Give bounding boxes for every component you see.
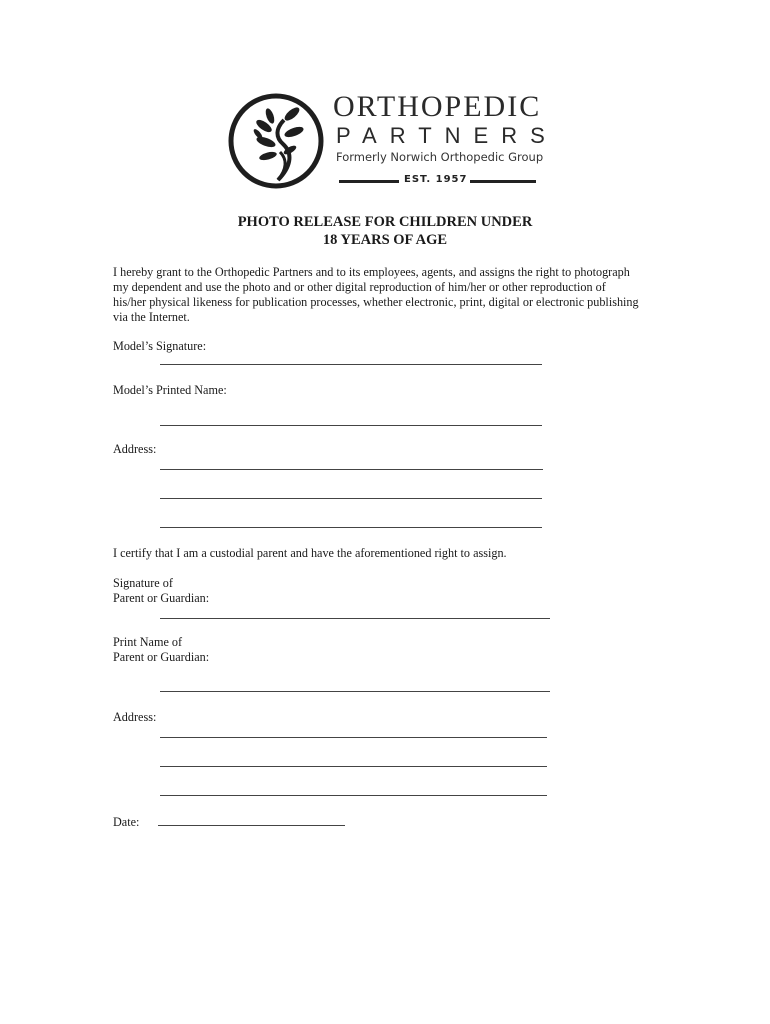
parent-address-label: Address:: [113, 710, 157, 724]
model-printed-name-label: Model’s Printed Name:: [113, 383, 227, 397]
model-printed-name-field[interactable]: [160, 425, 542, 426]
tree-emblem-icon: [228, 90, 324, 190]
date-label: Date:: [113, 815, 140, 829]
form-title-line2: 18 YEARS OF AGE: [322, 232, 448, 248]
address-label: Address:: [113, 442, 157, 456]
address-field-line1[interactable]: [160, 469, 543, 470]
date-field[interactable]: [158, 825, 345, 826]
logo-est-text: EST. 1957: [404, 174, 468, 185]
model-signature-label: Model’s Signature:: [113, 339, 207, 353]
logo-subtitle: PARTNERS: [336, 123, 558, 148]
logo-formerly-text: Formerly Norwich Orthopedic Group: [336, 150, 544, 164]
certify-statement: I certify that I am a custodial parent and have the aforementioned right to assign.: [113, 546, 507, 560]
address-field-line3[interactable]: [160, 527, 542, 528]
logo-name: ORTHOPEDIC: [333, 90, 542, 123]
parent-signature-field[interactable]: [160, 618, 550, 619]
parent-print-name-label-line1: Print Name of: [113, 635, 183, 649]
parent-address-field-line1[interactable]: [160, 737, 547, 738]
orthopedic-partners-logo: [228, 90, 558, 190]
logo-rule-right: [470, 180, 536, 183]
logo-established: [336, 174, 536, 188]
form-title-line1: PHOTO RELEASE FOR CHILDREN UNDER: [237, 214, 533, 230]
parent-print-name-label-line2: Parent or Guardian:: [113, 650, 210, 664]
parent-signature-label-line1: Signature of: [113, 576, 173, 590]
grant-text-line: I hereby grant to the Orthopedic Partners and to its employees, agents, and assigns the right to photograph: [113, 265, 630, 279]
parent-address-field-line2[interactable]: [160, 766, 547, 767]
grant-text-line: my dependent and use the photo and or other digital reproduction of him/her or other reproduction of: [113, 280, 606, 294]
grant-text-line: via the Internet.: [113, 310, 190, 324]
parent-print-name-field[interactable]: [160, 691, 550, 692]
parent-signature-label-line2: Parent or Guardian:: [113, 591, 210, 605]
parent-address-field-line3[interactable]: [160, 795, 547, 796]
model-signature-field[interactable]: [160, 364, 542, 365]
logo-rule-left: [339, 180, 399, 183]
grant-text-line: his/her physical likeness for publication processes, whether electronic, print, digital or electronic publishing: [113, 295, 639, 309]
address-field-line2[interactable]: [160, 498, 542, 499]
